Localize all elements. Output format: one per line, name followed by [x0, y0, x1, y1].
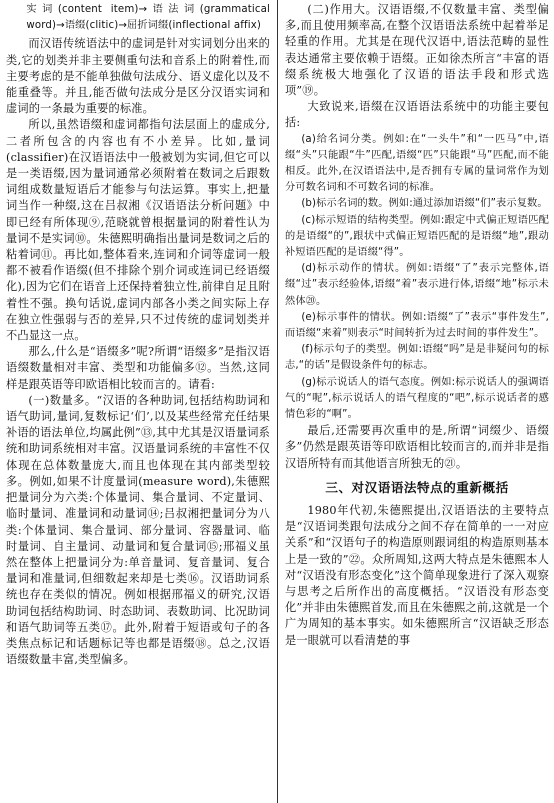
function-item-a: (a)给名词分类。例如:在“一头牛”和“一匹马”中,语缀“头”只能跟“牛”匹配,语缀“匹”只能跟“马”匹配,而不能相反。此外,在汉语语法中,是否拥有专属的量词常作为划分可数名词和不可数名词的标准。	[285, 133, 549, 194]
column-divider	[277, 0, 278, 803]
paragraph-big-role: (二)作用大。汉语语缀,不仅数量丰富、类型偏多,而且使用频率高,在整个汉语语法系统中起着举足轻重的作用。尤其是在现代汉语中,语法范畴的显性表达通常主要依赖于语缀。正如徐杰所言“丰富的语缀系统极大地强化了汉语的语法手段和形式选项”⑲。	[285, 3, 549, 98]
paragraph-zhu-dexi: 1980年代初,朱德熙提出,汉语语法的主要特点是“汉语词类跟句法成分之间不存在简单的一一对应关系”和“汉语句子的构造原则跟词组的构造原则基本上是一致的”㉒。众所周知,这两大特点是朱德熙本人对“汉语没有形态变化”这个简单现象进行了深入观察与思考之后所作出的高度概括。“汉语没有形态变化”并非由朱德熙首发,而且在朱德熙之前,这就是一个广为周知的基本事实。如朱德熙所言“汉语缺乏形态是一眼就可以看清楚的事	[285, 503, 549, 647]
grammaticalization-chain: 实词(content item)→语法词(grammatical word)→语缀(clitic)→屈折词缀(inflectional affix)	[26, 4, 270, 32]
paragraph-large-quantity: (一)数量多。“汉语的各种助词,包括结构助词和语气助词,量词,复数标记‘们’,以及某些经常充任结果补语的语法单位,均属此例”⑬,其中尤其是汉语量词系统和助词系统相对丰富。汉语量词系统的丰富性不仅体现在总体数量庞大,而且也体现在其内部类型较多。例如,如果不计度量词(measure word),朱德熙把量词分为六类:个体量词、集合量词、不定量词、临时量词、准量词和动量词⑭;吕叔湘把量词分为八类:个体量词、集合量词、部分量词、容器量词、临时量词、自主量词、动量词和复合量词⑮;邢福义虽然在整体上把量词分为:单音量词、复音量词、复合量词和准量词,但细数起来却是七类⑯。汉语助词系统也存在类似的情况。例如根据邢福义的研究,汉语助词包括结构助词、时态助词、表数助词、比况助词和语气助词等五类⑰。此外,附着于短语或句子的各类焦点标记和话题标记等也都是语缀⑱。总之,汉语语缀数量丰富,类型偏多。	[6, 393, 270, 667]
right-column	[285, 2, 549, 649]
paragraph-what-is-many-clitics: 那么,什么是“语缀多”呢?所谓“语缀多”是指汉语语缀数量相对丰富、类型和功能偏多⑫。当然,这同样是跟英语等印欧语相比较而言的。请看:	[6, 345, 270, 391]
paragraph-functions-intro: 大致说来,语缀在汉语语法系统中的功能主要包括:	[285, 100, 549, 130]
function-item-f: (f)标示句子的类型。例如:语缀“吗”是是非疑问句的标志,“的话”是假设条件句的标志。	[285, 344, 549, 372]
paragraph-function-words: 而汉语传统语法中的虚词是针对实词划分出来的类,它的划类并非主要侧重句法和音系上的附着性,而主要考虑的是不能单独做句法成分、语义虚化以及不能重叠等。并且,能否做句法成分是区分汉语实词和虚词的一条最为重要的标准。	[6, 37, 270, 116]
paragraph-clitics-vs-function-words: 所以,虽然语缀和虚词都指句法层面上的虚成分,二者所包含的内容也有不小差异。比如,量词(classifier)在汉语语法中一般被划为实词,但它可以是一类语缀,因为量词通常必须附着在数词之后跟数词组成数量短语后才能参与句法运算。事实上,把量词当作一种缀,这在吕叔湘《汉语语法分析问题》中即已经有所体现⑨,范晓就曾根据量词的附着性认为量词不是实词⑩。朱德熙明确指出量词是数词之后的粘着词⑪。再比如,整体看来,连词和介词等虚词一般都不被看作语缀(但不排除个别介词或连词已经语缀化),因为它们在语音上还保持着独立性,前律自足且附着性不强。换句话说,虚词内部各小类之间实际上存在独立性强弱与否的差异,只不过传统的虚词划类并不凸显这一点。	[6, 118, 270, 343]
function-item-c: (c)标示短语的结构类型。例如:跟定中式偏正短语匹配的是语缀“的”,跟状中式偏正短语匹配的是语缀“地”,跟动补短语匹配的是语缀“得”。	[285, 214, 549, 259]
paragraph-restatement: 最后,还需要再次重申的是,所谓“词缀少、语缀多”仍然是跟英语等印欧语相比较而言的,而并非是指汉语所特有而其他语言所独无的㉑。	[285, 424, 549, 470]
function-item-g: (g)标示说话人的语气态度。例如:标示说话人的强调语气的“呢”,标示说话人的语气程度的“吧”,标示说话者的感情色彩的“啊”。	[285, 376, 549, 421]
function-item-d: (d)标示动作的情状。例如:语缀“了”表示完整体,语缀“过”表示经验体,语缀“着”表示进行体,语缀“地”标示未然体⑳。	[285, 263, 549, 307]
function-item-b: (b)标示名词的数。例如:通过添加语缀“们”表示复数。	[301, 198, 548, 210]
section-heading: 三、对汉语语法特点的重新概括	[325, 479, 509, 495]
left-column	[6, 2, 270, 668]
function-item-e: (e)标示事件的情状。例如:语缀“了”表示“事件发生”,而语缀“来着”则表示“时间转折为过去时间的事件发生”。	[285, 311, 549, 340]
